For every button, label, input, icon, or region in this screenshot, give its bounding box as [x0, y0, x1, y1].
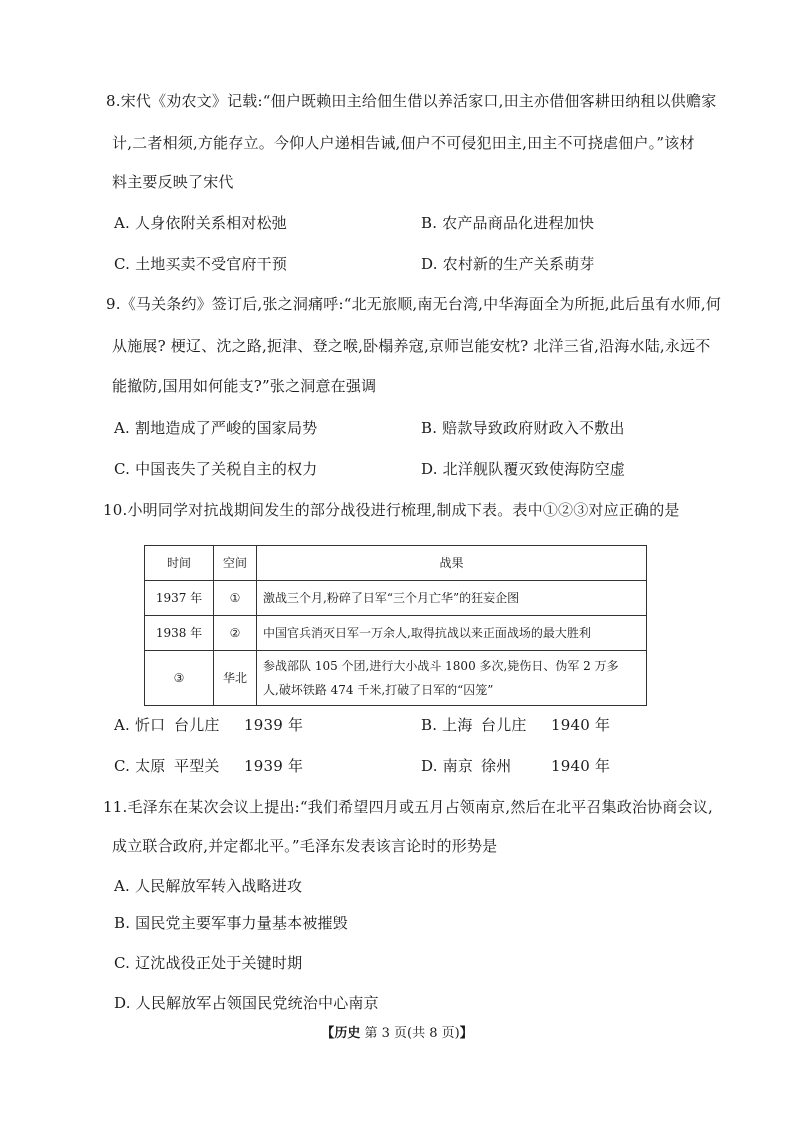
- q8-option-b[interactable]: B. 农产品商品化进程加快: [421, 214, 595, 232]
- table-header-result: 战果: [257, 546, 647, 581]
- page-footer: [0, 1025, 794, 1043]
- q9-stem-line-1: 9.《马关条约》签订后,张之洞痛呼:“北无旅顺,南无台湾,中华海面全为所扼,此后虽有水师,何: [106, 295, 722, 313]
- table-cell-space: 华北: [214, 651, 257, 706]
- q11-stem-line-2: 成立联合政府,并定都北平。”毛泽东发表该言论时的形势是: [112, 837, 498, 855]
- table-cell-time: ③: [145, 651, 214, 706]
- q10-option-c[interactable]: [114, 756, 303, 776]
- q10-option-b-part-3: 1940 年: [551, 716, 611, 734]
- q9-stem-line-3: 能撤防,国用如何能支?”张之洞意在强调: [112, 377, 377, 395]
- table-cell-time: 1937 年: [145, 581, 214, 616]
- footer-bracket-open: 【: [321, 1026, 335, 1041]
- table-cell-time: 1938 年: [145, 616, 214, 651]
- q9-option-a[interactable]: A. 割地造成了严峻的国家局势: [114, 419, 318, 437]
- q9-stem-line-2: 从施展? 梗辽、沈之路,扼津、登之喉,卧榻养寇,京师岂能安枕? 北洋三省,沿海水陆,永远不: [112, 337, 711, 355]
- table-row: [145, 651, 647, 706]
- q10-option-a[interactable]: [114, 715, 303, 735]
- q11-option-c[interactable]: C. 辽沈战役正处于关键时期: [114, 954, 303, 972]
- q10-option-a-part-3: 1939 年: [244, 716, 304, 734]
- footer-page-number: 第 3 页(共 8 页): [360, 1026, 460, 1041]
- q10-option-a-part-1: A. 忻口: [114, 716, 166, 734]
- q8-stem-line-3: 料主要反映了宋代: [112, 173, 234, 191]
- table-cell-space: ①: [214, 581, 257, 616]
- q10-option-c-part-2: 平型关: [174, 757, 220, 775]
- table-header-time: 时间: [145, 546, 214, 581]
- table-cell-result-line-1: 参战部队 105 个团,进行大小战斗 1800 多次,毙伤日、伪军 2 万多: [263, 659, 619, 673]
- table-cell-result: 中国官兵消灭日军一万余人,取得抗战以来正面战场的最大胜利: [257, 616, 647, 651]
- table-row: [145, 616, 647, 651]
- q10-option-d-part-2: 徐州: [481, 757, 512, 775]
- q10-option-a-part-2: 台儿庄: [174, 716, 220, 734]
- q10-option-d-part-3: 1940 年: [551, 757, 611, 775]
- table-cell-result-line-2: 人,破坏铁路 474 千米,打破了日军的“囚笼”: [263, 683, 494, 697]
- q8-option-a[interactable]: A. 人身依附关系相对松弛: [114, 214, 287, 232]
- table-cell-result: 激战三个月,粉碎了日军“三个月亡华”的狂妄企图: [257, 581, 647, 616]
- table-row: [145, 581, 647, 616]
- q11-option-d[interactable]: D. 人民解放军占领国民党统治中心南京: [114, 994, 379, 1012]
- q9-option-d[interactable]: D. 北洋舰队覆灭致使海防空虚: [421, 460, 626, 478]
- q11-option-b[interactable]: B. 国民党主要军事力量基本被摧毁: [114, 914, 348, 932]
- q11-option-a[interactable]: A. 人民解放军转入战略进攻: [114, 877, 303, 895]
- q10-option-c-part-3: 1939 年: [244, 757, 304, 775]
- table-cell-space: ②: [214, 616, 257, 651]
- q8-option-c[interactable]: C. 土地买卖不受官府干预: [114, 255, 288, 273]
- q11-stem-line-1: 11.毛泽东在某次会议上提出:“我们希望四月或五月占领南京,然后在北平召集政治协商会议,: [103, 798, 713, 816]
- battle-table: [144, 545, 647, 706]
- q9-option-c[interactable]: C. 中国丧失了关税自主的权力: [114, 460, 318, 478]
- q10-option-c-part-1: C. 太原: [114, 757, 166, 775]
- footer-bracket-close: 】: [459, 1026, 473, 1041]
- table-header-space: 空间: [214, 546, 257, 581]
- q10-option-b-part-2: 台儿庄: [481, 716, 527, 734]
- q8-stem-line-1: 8.宋代《劝农文》记载:“佃户既赖田主给佃生借以养活家口,田主亦借佃客耕田纳租以供赡家: [106, 92, 717, 110]
- q8-option-d[interactable]: D. 农村新的生产关系萌芽: [421, 255, 595, 273]
- footer-subject: 历史: [334, 1026, 361, 1041]
- q10-option-b-part-1: B. 上海: [421, 716, 473, 734]
- q10-option-b[interactable]: [421, 715, 610, 735]
- q10-stem: 10.小明同学对抗战期间发生的部分战役进行梳理,制成下表。表中①②③对应正确的是: [103, 501, 680, 519]
- q8-stem-line-2: 计,二者相须,方能存立。今仰人户递相告诫,佃户不可侵犯田主,田主不可挠虐佃户。”该材: [112, 134, 695, 152]
- q10-option-d-part-1: D. 南京: [421, 757, 474, 775]
- q10-option-d[interactable]: [421, 756, 610, 776]
- q9-option-b[interactable]: B. 赔款导致政府财政入不敷出: [421, 419, 625, 437]
- table-cell-result: [257, 651, 647, 706]
